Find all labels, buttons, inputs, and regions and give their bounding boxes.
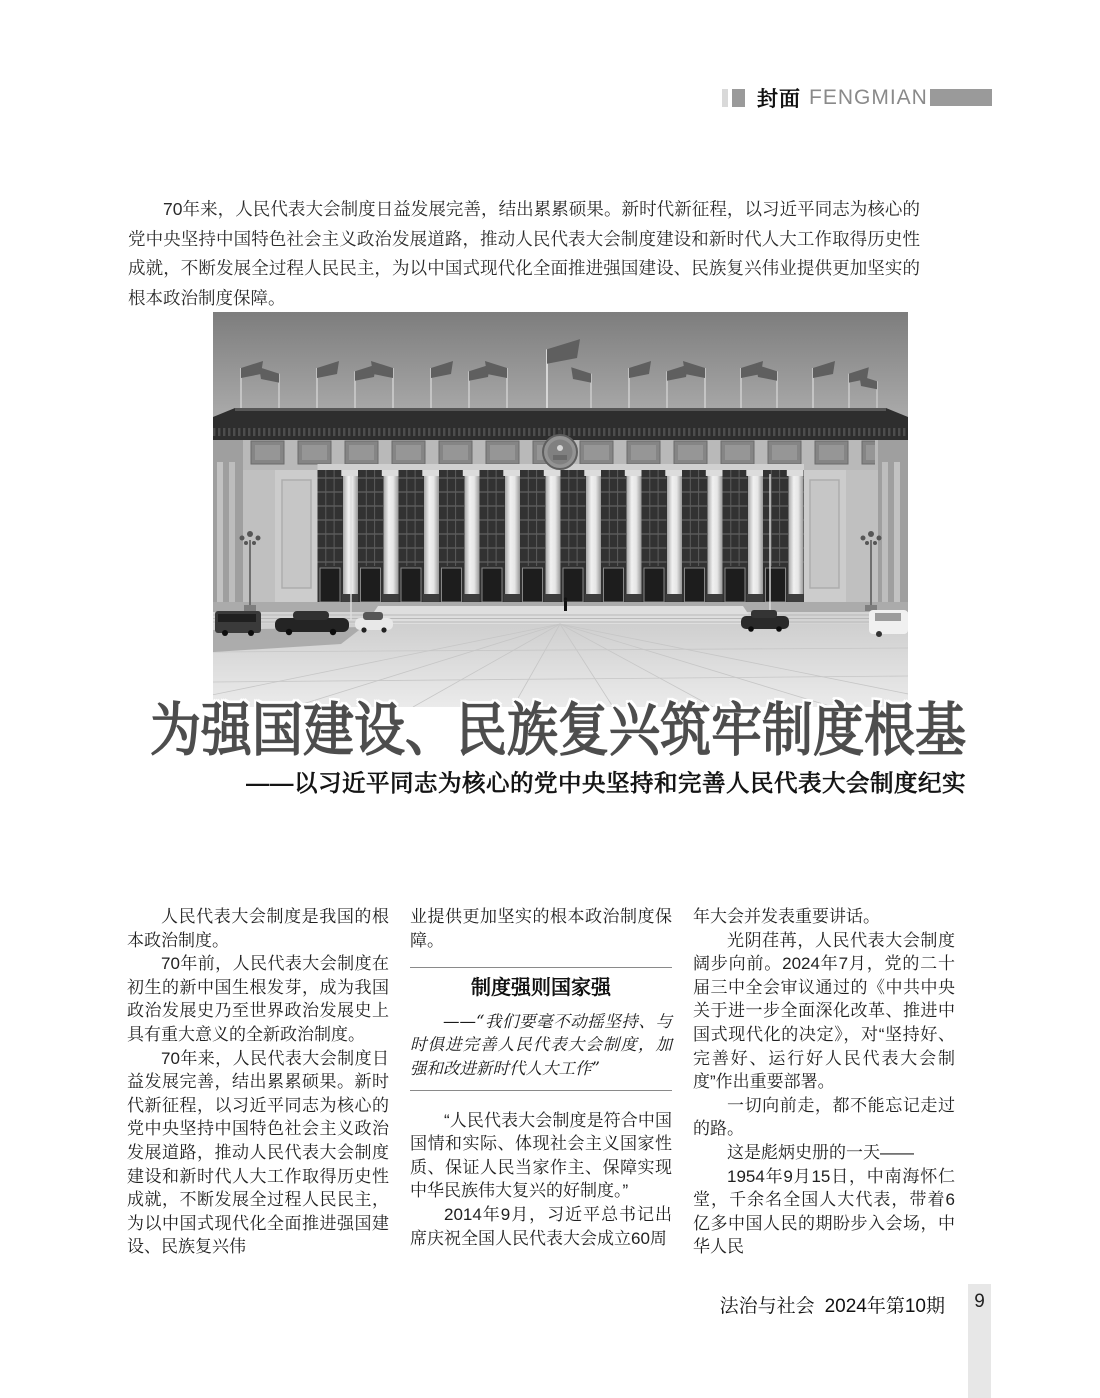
section-divider xyxy=(410,1090,672,1091)
article-body xyxy=(127,905,955,1259)
body-paragraph: 70年前，人民代表大会制度在初生的新中国生根发芽，成为我国政治发展史乃至世界政治发展史上具有重大意义的全新政治制度。 xyxy=(127,954,389,1044)
page-number-strip xyxy=(968,1284,991,1398)
article-column-2 xyxy=(410,905,672,1259)
section-title: 封面 xyxy=(757,88,801,111)
page-number: 9 xyxy=(974,1291,985,1312)
article-subtitle: ——以习近平同志为核心的党中央坚持和完善人民代表大会制度纪实 xyxy=(246,770,966,796)
page-header xyxy=(722,86,928,110)
great-hall-illustration xyxy=(213,312,908,707)
body-paragraph: 一切向前走，都不能忘记走过的路。 xyxy=(693,1095,955,1139)
section-marker-icon xyxy=(732,89,745,107)
body-paragraph: 业提供更加坚实的根本政治制度保障。 xyxy=(410,907,672,950)
body-paragraph: 人民代表大会制度是我国的根本政治制度。 xyxy=(127,907,389,950)
body-paragraph: 1954年9月15日，中南海怀仁堂，千余名全国人大代表，带着6亿多中国人民的期盼步入会场，中华人民 xyxy=(693,1166,955,1257)
intro-paragraph: 70年来，人民代表大会制度日益发展完善，结出累累硕果。新时代新征程，以习近平同志为核心的党中央坚持中国特色社会主义政治发展道路，推动人民代表大会制度建设和新时代人大工作取得历史性成就，不断发展全过程人民民主，为以中国式现代化全面推进强国建设、民族复兴伟业提供更加坚实的根本政治制度保障。 xyxy=(128,199,920,308)
section-heading: 制度强则国家强 xyxy=(471,977,611,1000)
colonnade xyxy=(318,470,805,602)
person-shape xyxy=(564,597,567,611)
body-paragraph: 光阴荏苒，人民代表大会制度阔步向前。2024年7月，党的二十届三中全会审议通过的《中共中央关于进一步全面深化改革、推进中国式现代化的决定》，对“坚持好、完善好、运行好人民代表大会制度”作出重要部署。 xyxy=(693,930,955,1092)
journal-name: 法治与社会 xyxy=(719,1296,815,1317)
article-column-3 xyxy=(693,905,955,1259)
header-rule-bar xyxy=(930,89,992,106)
body-paragraph: 年大会并发表重要讲话。 xyxy=(693,907,880,926)
article-title: 为强国建设、民族复兴筑牢制度根基 xyxy=(150,697,967,763)
section-divider xyxy=(410,967,672,968)
section-marker-icon xyxy=(722,89,728,107)
body-paragraph: 2014年9月，习近平总书记出席庆祝全国人民代表大会成立60周 xyxy=(410,1204,672,1248)
right-wing xyxy=(874,430,908,612)
body-paragraph: 70年来，人民代表大会制度日益发展完善，结出累累硕果。新时代新征程，以习近平同志为核心的党中央坚持中国特色社会主义政治发展道路，推动人民代表大会制度建设和新时代人大工作取得历史性成就，不断发展全过程人民民主，为以中国式现代化全面推进强国建设、民族复兴伟 xyxy=(127,1048,389,1257)
great-hall-photo xyxy=(213,312,908,707)
body-paragraph: “人民代表大会制度是符合中国国情和实际、体现社会主义国家性质、保证人民当家作主、保障实现中华民族伟大复兴的好制度。” xyxy=(410,1110,672,1201)
section-title-en: FENGMIAN xyxy=(809,86,928,109)
body-paragraph: 这是彪炳史册的一天—— xyxy=(727,1142,914,1162)
section-quote: ——“我们要毫不动摇坚持、与时俱进完善人民代表大会制度，加强和改进新时代人大工作” xyxy=(410,1011,672,1078)
issue-label: 2024年第10期 xyxy=(824,1296,945,1317)
footer xyxy=(600,1291,945,1318)
article-column-1 xyxy=(127,905,389,1259)
